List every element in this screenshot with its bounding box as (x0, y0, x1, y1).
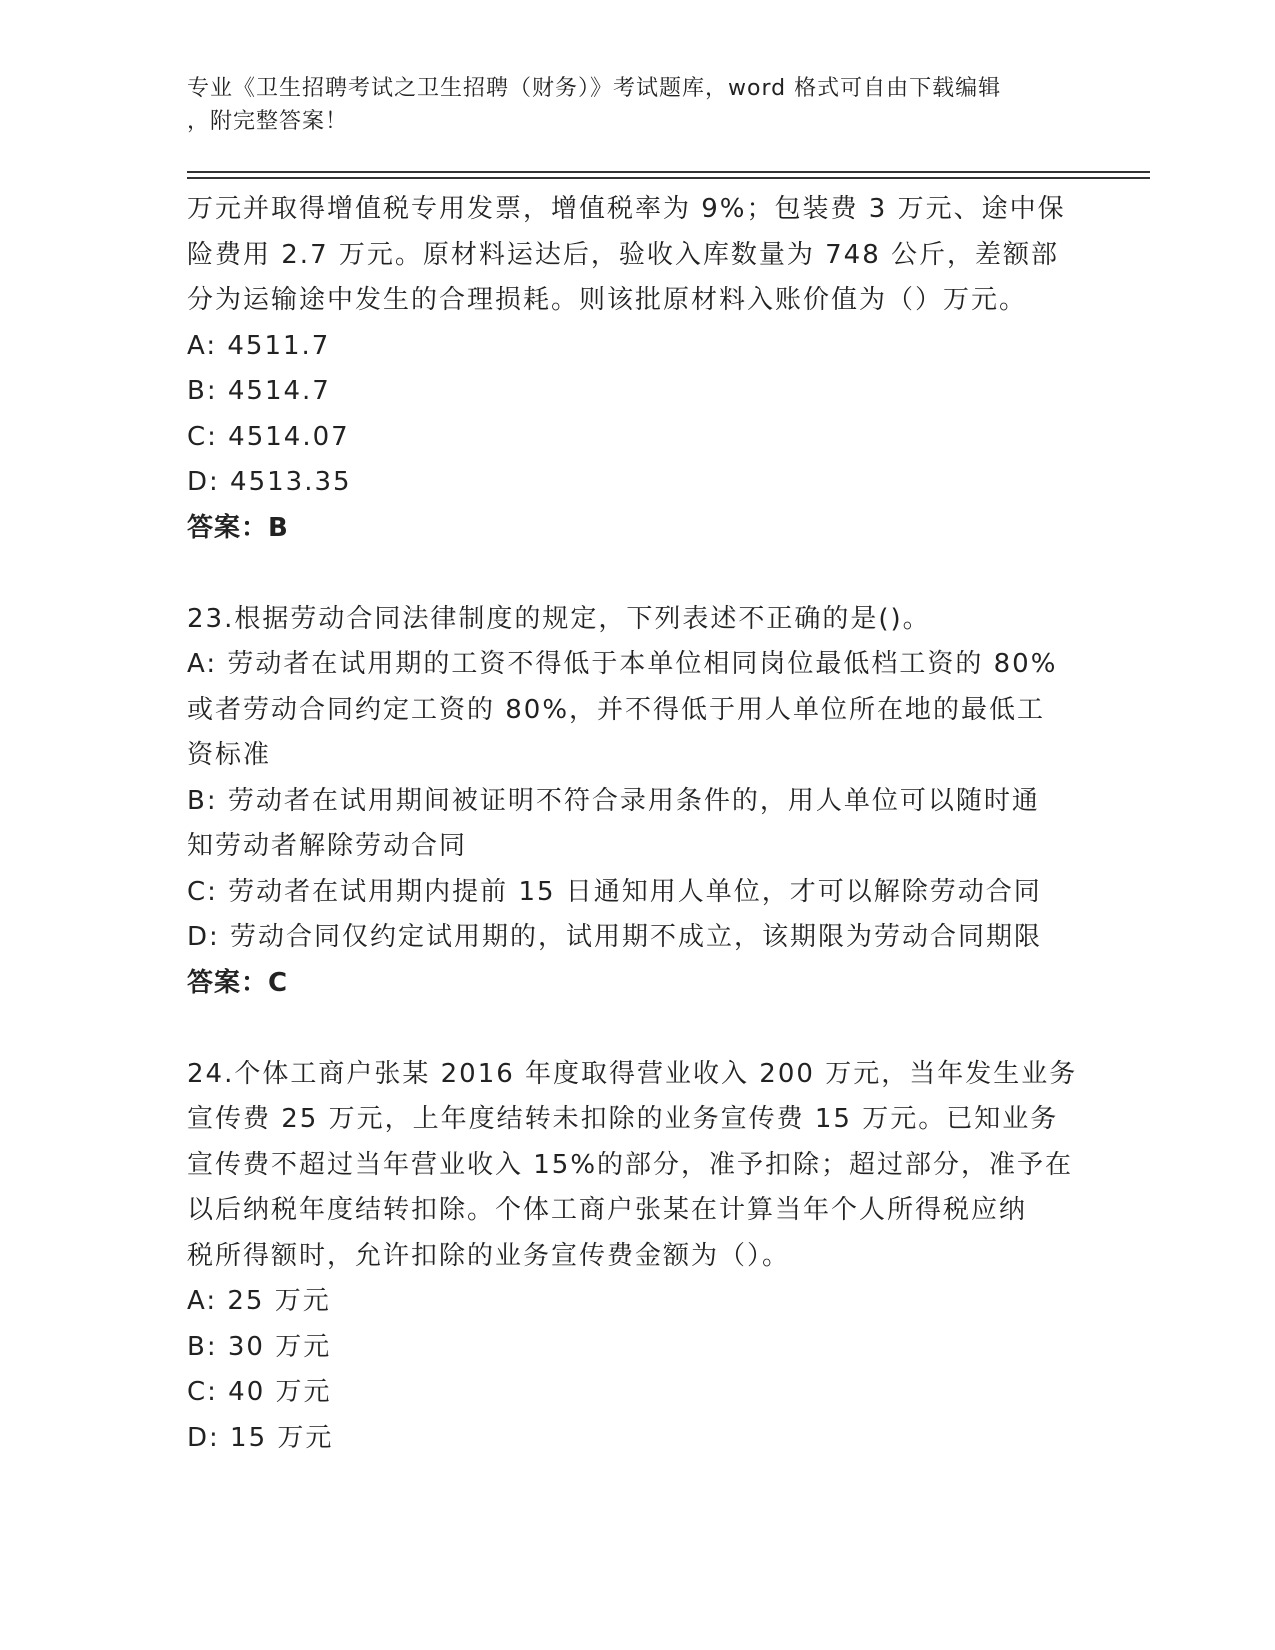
header-line-1: 专业《卫生招聘考试之卫生招聘（财务）》考试题库，word 格式可自由下载编辑 (187, 76, 1002, 101)
option-d: D: 4513.35 (187, 467, 352, 497)
option-c: C: 4514.07 (187, 421, 350, 452)
question-stem-line: 万元并取得增值税专用发票，增值税率为 9%；包装费 3 万元、途中保 (187, 194, 1066, 224)
question-22 (187, 187, 1087, 551)
option-c: C: 劳动者在试用期内提前 15 日通知用人单位，才可以解除劳动合同 (187, 876, 1042, 907)
option-d: D: 15 万元 (187, 1422, 334, 1453)
question-stem-line: 23.根据劳动合同法律制度的规定，下列表述不正确的是()。 (187, 603, 931, 634)
option-a: A: 4511.7 (187, 330, 331, 361)
header-rule-bottom (187, 177, 1150, 179)
option-b: B: 4514.7 (187, 376, 331, 406)
page-header (187, 72, 1067, 138)
option-d: D: 劳动合同仅约定试用期的，试用期不成立，该期限为劳动合同期限 (187, 922, 1043, 952)
answer-label: 答案：C (187, 967, 289, 998)
question-stem-line: 分为运输途中发生的合理损耗。则该批原材料入账价值为（）万元。 (187, 285, 1028, 315)
option-a-continued: 资标准 (187, 740, 272, 770)
question-23 (187, 597, 1087, 1007)
question-24 (187, 1052, 1087, 1462)
question-stem-line: 税所得额时，允许扣除的业务宣传费金额为（）。 (187, 1240, 791, 1271)
option-c: C: 40 万元 (187, 1377, 332, 1407)
option-b-continued: 知劳动者解除劳动合同 (187, 831, 468, 861)
option-a: A: 劳动者在试用期的工资不得低于本单位相同岗位最低档工资的 80% (187, 649, 1058, 679)
spacer (187, 551, 1087, 597)
question-stem-line: 宣传费 25 万元，上年度结转未扣除的业务宣传费 15 万元。已知业务 (187, 1104, 1059, 1134)
option-b: B: 劳动者在试用期间被证明不符合录用条件的，用人单位可以随时通 (187, 785, 1040, 816)
question-stem-line: 宣传费不超过当年营业收入 15%的部分，准予扣除；超过部分，准予在 (187, 1149, 1074, 1180)
header-line-2: ，附完整答案！ (187, 109, 349, 134)
header-rule-top (187, 171, 1150, 173)
document-body (187, 187, 1087, 1461)
question-stem-line: 以后纳税年度结转扣除。个体工商户张某在计算当年个人所得税应纳 (187, 1195, 1028, 1225)
question-stem-line: 24.个体工商户张某 2016 年度取得营业收入 200 万元，当年发生业务 (187, 1058, 1078, 1089)
question-stem-line: 险费用 2.7 万元。原材料运达后，验收入库数量为 748 公斤，差额部 (187, 239, 1060, 270)
option-a-continued: 或者劳动合同约定工资的 80%，并不得低于用人单位所在地的最低工 (187, 694, 1046, 725)
option-b: B: 30 万元 (187, 1331, 332, 1362)
answer-label: 答案：B (187, 512, 289, 543)
spacer (187, 1006, 1087, 1052)
option-a: A: 25 万元 (187, 1286, 331, 1316)
